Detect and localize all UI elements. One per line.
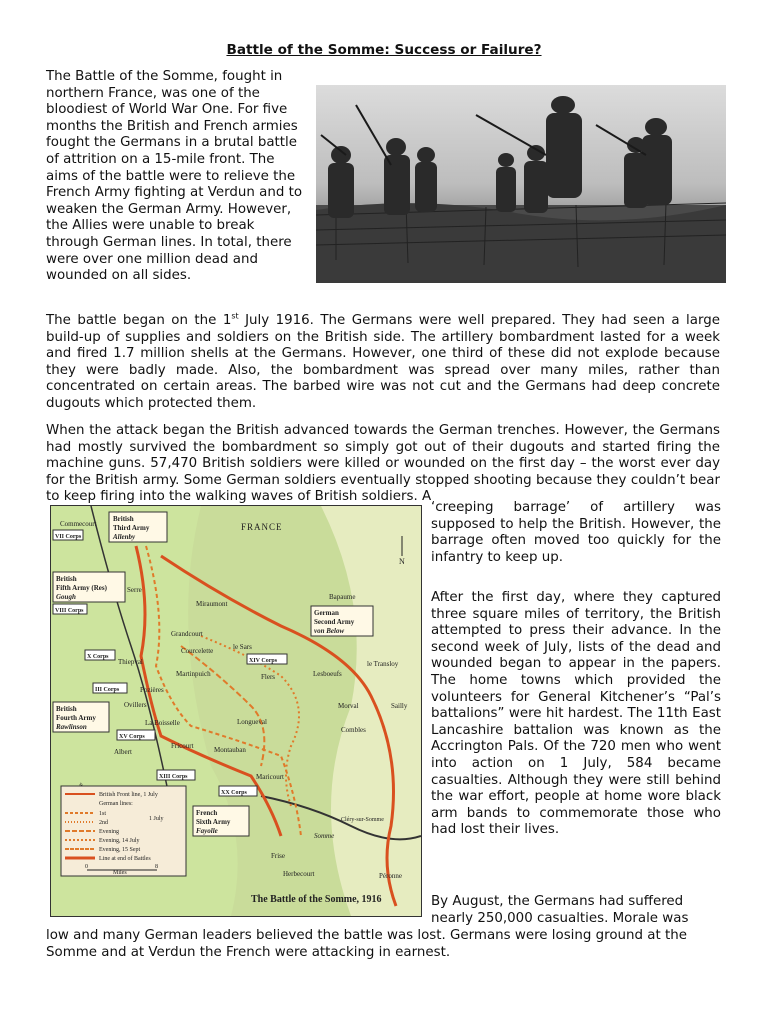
map-place-martinpuich: Martinpuich bbox=[176, 670, 211, 678]
svg-text:Third Army: Third Army bbox=[113, 524, 150, 532]
svg-text:German: German bbox=[314, 609, 339, 617]
svg-text:VII Corps: VII Corps bbox=[55, 534, 82, 540]
svg-text:Miles: Miles bbox=[113, 870, 127, 876]
svg-text:1st: 1st bbox=[99, 811, 107, 817]
map-place-herbecourt: Herbecourt bbox=[283, 870, 315, 878]
map-place-frise: Frise bbox=[271, 852, 285, 860]
svg-text:British: British bbox=[56, 575, 77, 583]
svg-text:0: 0 bbox=[85, 864, 88, 870]
intro-paragraph: The Battle of the Somme, fought in northern France, was one of the bloodiest of World War One. For five months the British and French armies fought the Germans in a brutal battle of attrition on a 15-mile front. The aims of the battle were to relieve the French Army fighting at Verdun and to weaken the German Army. However, the Allies were unable to break through German lines. In total, there were over one million dead and wounded on all sides. bbox=[46, 69, 303, 284]
svg-text:Evening, 14 July: Evening, 14 July bbox=[99, 838, 140, 844]
svg-text:German lines:: German lines: bbox=[99, 801, 133, 807]
map-place-combles: Combles bbox=[341, 726, 366, 734]
map-place-la-boisselle: La Boisselle bbox=[145, 719, 180, 727]
map-place-bapaume: Bapaume bbox=[329, 593, 356, 601]
soldiers-photo bbox=[316, 85, 726, 283]
map-place-morval: Morval bbox=[338, 702, 359, 710]
map-legend bbox=[61, 786, 186, 876]
svg-text:British: British bbox=[56, 705, 77, 713]
map-place-lesboeufs: Lesboeufs bbox=[313, 670, 342, 678]
map-place-albert: Albert bbox=[114, 748, 132, 756]
svg-text:Rawlinson: Rawlinson bbox=[56, 723, 87, 731]
svg-text:XIII Corps: XIII Corps bbox=[159, 774, 188, 780]
map-north-arrow: N bbox=[399, 557, 405, 566]
map-country-label: FRANCE bbox=[241, 522, 283, 532]
svg-text:Fifth Army (Res): Fifth Army (Res) bbox=[56, 584, 107, 592]
map-place-pozieres: Pozières bbox=[140, 686, 164, 694]
map-place-thiepval: Thiepval bbox=[118, 658, 143, 666]
svg-text:XX Corps: XX Corps bbox=[221, 790, 247, 796]
svg-text:Sixth Army: Sixth Army bbox=[196, 818, 231, 826]
svg-text:Fayolle: Fayolle bbox=[196, 827, 218, 835]
august-paragraph-start: By August, the Germans had suffered nearly 250,000 casualties. Morale was bbox=[431, 894, 689, 926]
attack-paragraph: When the attack began the British advanced towards the German trenches. However, the Germans had mostly survived the bombardment so simply got out of their dugouts and started firing the machine guns. 57,470 British soldiers were killed or wounded on the first day – the worst ever day for the British army. Some German soldiers eventually stopped shooting because they couldn’t bear to keep firing into the walking waves of British soldiers. A bbox=[46, 423, 720, 505]
august-paragraph-end: low and many German leaders believed the battle was lost. Germans were losing ground at the Somme and at Verdun the French were attacking in earnest. bbox=[46, 928, 687, 960]
svg-text:VIII Corps: VIII Corps bbox=[55, 608, 84, 614]
map-place-commecourt: Commecourt bbox=[60, 520, 97, 528]
svg-text:British Front line, 1 July: British Front line, 1 July bbox=[99, 792, 158, 798]
svg-text:XV Corps: XV Corps bbox=[119, 734, 145, 740]
somme-map bbox=[50, 505, 422, 917]
svg-text:XIV Corps: XIV Corps bbox=[249, 658, 278, 664]
svg-text:British: British bbox=[113, 515, 134, 523]
svg-text:Line at end of Battles: Line at end of Battles bbox=[99, 856, 151, 862]
map-place-longueval: Longueval bbox=[237, 718, 267, 726]
svg-text:von Below: von Below bbox=[314, 627, 345, 635]
svg-text:Evening: Evening bbox=[99, 829, 119, 835]
svg-text:French: French bbox=[196, 809, 218, 817]
map-place-sailly: Sailly bbox=[391, 702, 408, 710]
svg-text:III Corps: III Corps bbox=[95, 687, 120, 693]
map-place-somme: Somme bbox=[314, 832, 335, 840]
map-place-le-transloy: le Transloy bbox=[367, 660, 399, 668]
svg-text:Fourth Army: Fourth Army bbox=[56, 714, 96, 722]
svg-text:8: 8 bbox=[155, 864, 158, 870]
map-place-ovillers: Ovillers bbox=[124, 701, 147, 709]
svg-text:Evening, 15 Sept: Evening, 15 Sept bbox=[99, 847, 141, 853]
svg-text:Allenby: Allenby bbox=[113, 533, 136, 541]
svg-text:2nd: 2nd bbox=[99, 820, 108, 826]
map-place-peronne: Péronne bbox=[379, 872, 402, 880]
svg-text:1 July: 1 July bbox=[149, 816, 164, 822]
after-first-day-paragraph: After the first day, where they captured three square miles of territory, the British attempted to press their advance. In the second week of July, lists of the dead and wounded began to appear in the papers. The home towns which provided the volunteers for General Kitchener’s “Pal’s battalions” were hit hardest. The 11th East Lancashire battalion was known as the Accrington Pals. Of the 720 men who went into action on 1 July, 584 became casualties. Although they were still behind the war effort, people at home wore black arm bands to commemorate those who had lost their lives. bbox=[431, 590, 721, 838]
svg-text:Gough: Gough bbox=[56, 593, 76, 601]
map-place-flers: Flers bbox=[261, 673, 275, 681]
svg-text:X Corps: X Corps bbox=[87, 654, 109, 660]
map-place-serre: Serre bbox=[127, 586, 142, 594]
map-place-le-sars: le Sars bbox=[233, 643, 252, 651]
battle-start-paragraph: The battle began on the 1st July 1916. The Germans were well prepared. They had seen a large build-up of supplies and soldiers on the British side. The artillery bombardment lasted for a week and fired 1.7 million shells at the Germans. However, one third of these did not explode because they were badly made. Also, the bombardment was spread over many miles, rather than concentrated on certain areas. The barbed wire was not cut and the Germans had deep concrete dugouts which protected them. bbox=[46, 311, 720, 411]
map-place-maricourt: Maricourt bbox=[256, 773, 284, 781]
map-place-grandcourt: Grandcourt bbox=[171, 630, 203, 638]
map-title: The Battle of the Somme, 1916 bbox=[251, 894, 382, 905]
map-place-miraumont: Miraumont bbox=[196, 600, 228, 608]
map-place-courcelette: Courcelette bbox=[181, 647, 214, 655]
svg-text:Second Army: Second Army bbox=[314, 618, 355, 626]
map-place-montauban: Montauban bbox=[214, 746, 246, 754]
map-place-clery: Cléry-sur-Somme bbox=[341, 817, 384, 823]
creeping-barrage-paragraph: ‘creeping barrage’ of artillery was supposed to help the British. However, the barrage often moved too quickly for the infantry to keep up. bbox=[431, 500, 721, 565]
page-title: Battle of the Somme: Success or Failure? bbox=[226, 42, 542, 58]
map-place-fricourt: Fricourt bbox=[171, 742, 194, 750]
